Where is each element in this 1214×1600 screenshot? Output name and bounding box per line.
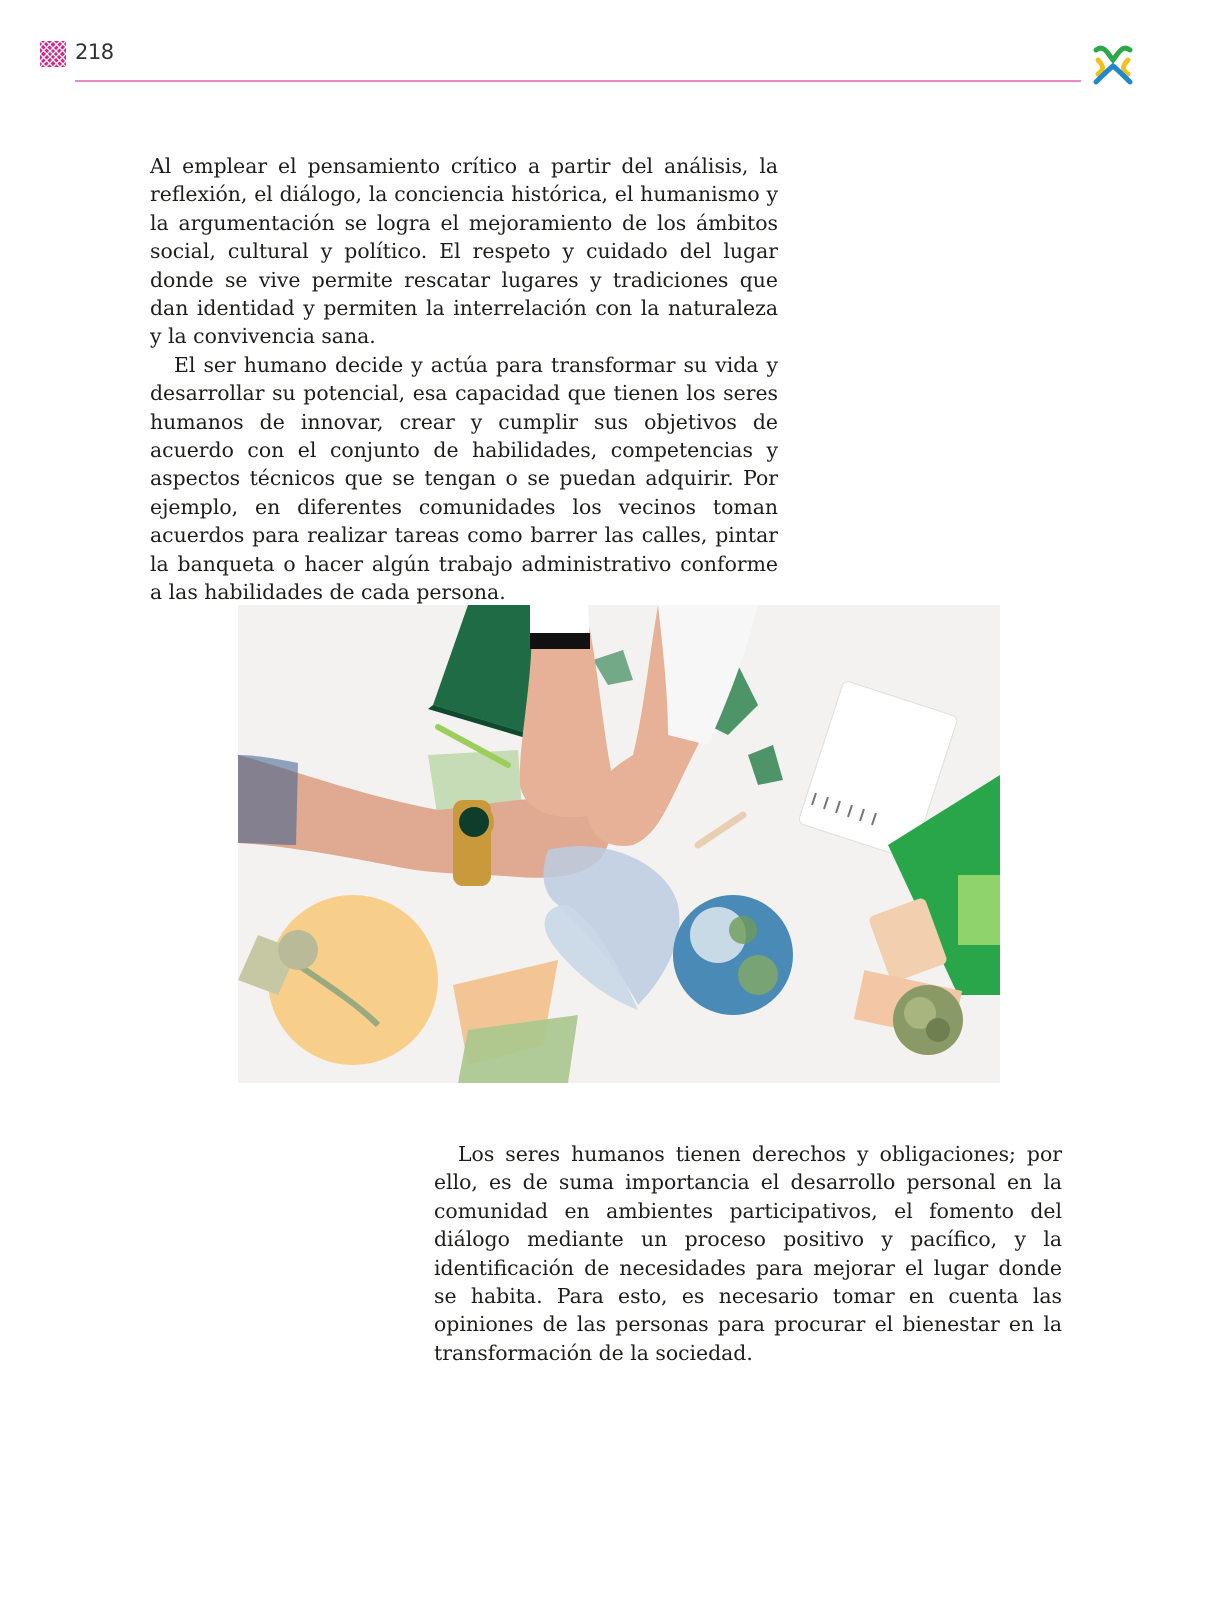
paragraph: El ser humano decide y actúa para transformar su vida y desarrollar su potencial, esa capacidad que tienen los seres humanos de innovar, crear y cumplir sus objetivos de acuerdo con el conjunto de habilidades, competencias y aspectos técnicos que se tengan o se puedan adquirir. Por ejemplo, en diferentes comunidades los vecinos toman acuerdos para realizar tareas como barrer las calles, pintar la banqueta o hacer algún trabajo administrativo conforme a las habilidades de cada persona. [150, 352, 778, 605]
body-text-bottom [434, 1140, 1062, 1367]
page-number: 218 [75, 40, 114, 64]
header-rule [75, 80, 1081, 82]
page-header [0, 0, 1214, 100]
paragraph: Los seres humanos tienen derechos y obligaciones; por ello, es de suma importancia el desarrollo personal en la comunidad en ambientes participativos, el fomento del diálogo mediante un proceso positivo y pacífico, y la identificación de necesidades para mejorar el lugar donde se habita. Para esto, es necesario tomar en cuenta las opiniones de las personas para procurar el bienestar en la transformación de la sociedad. [434, 1142, 1062, 1365]
body-text-top [150, 152, 778, 607]
paragraph: Al emplear el pensamiento crítico a partir del análisis, la reflexión, el diálogo, la conciencia histórica, el humanismo y la argumentación se logra el mejoramiento de los ámbitos social, cultural y político. El respeto y cuidado del lugar donde se vive permite rescatar lugares y tradiciones que dan identidad y permiten la interrelación con la naturaleza y la convivencia sana. [150, 154, 778, 349]
ornament-icon [40, 41, 66, 67]
teamwork-photo [238, 605, 1000, 1083]
logo-icon [1090, 40, 1136, 86]
